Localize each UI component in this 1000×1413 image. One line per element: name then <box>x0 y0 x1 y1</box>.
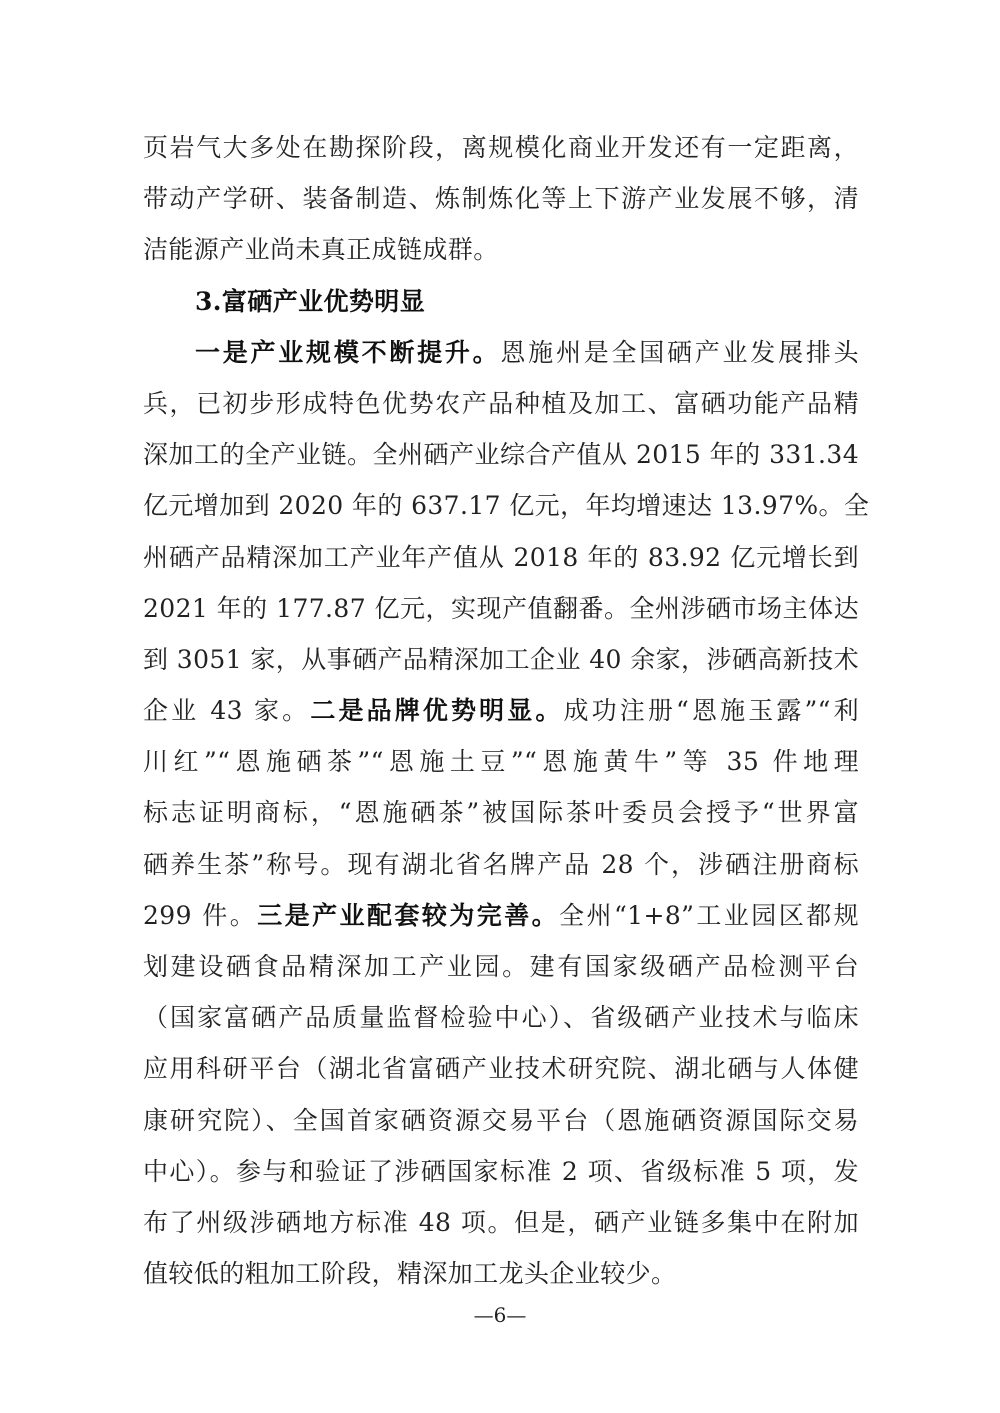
text-line: 标志证明商标，“恩施硒茶”被国际茶叶委员会授予“世界富 <box>143 798 859 828</box>
text-line: 兵，已初步形成特色优势农产品种植及加工、富硒功能产品精 <box>143 388 859 418</box>
page-number: —6— <box>473 1303 527 1327</box>
text-line: 亿元增加到 2020 年的 637.17 亿元，年均增速达 13.97%。全 <box>143 491 870 521</box>
text-line: 应用科研平台（湖北省富硒产业技术研究院、湖北硒与人体健 <box>143 1054 859 1084</box>
text-line: 康研究院）、全国首家硒资源交易平台（恩施硒资源国际交易 <box>143 1105 859 1135</box>
text-line: 到 3051 家，从事硒产品精深加工企业 40 余家，涉硒高新技术 <box>143 644 859 674</box>
text-line: 页岩气大多处在勘探阶段，离规模化商业开发还有一定距离， <box>143 133 859 162</box>
text-span: 全州“1+8”工业园区都规 <box>559 900 859 930</box>
text-line: 州硒产品精深加工产业年产值从 2018 年的 83.92 亿元增长到 <box>143 542 859 572</box>
bold-lead: 三是产业配套较为完善。 <box>257 900 560 930</box>
text-span: 成功注册“恩施玉露”“利 <box>563 696 859 726</box>
text-line: 值较低的粗加工阶段，精深加工龙头企业较少。 <box>143 1259 677 1289</box>
body-text <box>143 122 870 1299</box>
text-line: 划建设硒食品精深加工产业园。建有国家级硒产品检测平台 <box>143 952 859 981</box>
text-line: 中心）。参与和验证了涉硒国家标准 2 项、省级标准 5 项，发 <box>143 1156 859 1186</box>
text-line: 深加工的全产业链。全州硒产业综合产值从 2015 年的 331.34 <box>143 440 859 470</box>
text-line: 洁能源产业尚未真正成链成群。 <box>143 235 499 265</box>
text-line <box>143 890 859 941</box>
text-line: 川红”“恩施硒茶”“恩施土豆”“恩施黄牛”等 35 件地理 <box>143 747 859 777</box>
text-line: 带动产学研、装备制造、炼制炼化等上下游产业发展不够，清 <box>143 184 859 214</box>
text-line: 布了州级涉硒地方标准 48 项。但是，硒产业链多集中在附加 <box>143 1207 859 1237</box>
bold-lead: 一是产业规模不断提升。 <box>195 337 501 367</box>
text-span: 恩施州是全国硒产业发展排头 <box>500 337 860 367</box>
text-span: 企业 43 家。 <box>143 696 311 726</box>
text-line <box>143 327 859 378</box>
text-line: （国家富硒产品质量监督检验中心）、省级硒产业技术与临床 <box>143 1003 859 1033</box>
text-span: 299 件。 <box>143 900 258 930</box>
bold-lead: 二是品牌优势明显。 <box>310 696 564 726</box>
section-heading: 3.富硒产业优势明显 <box>195 286 426 316</box>
text-line: 硒养生茶”称号。现有湖北省名牌产品 28 个，涉硒注册商标 <box>143 849 859 879</box>
text-line <box>143 685 859 736</box>
text-line: 2021 年的 177.87 亿元，实现产值翻番。全州涉硒市场主体达 <box>143 593 859 623</box>
